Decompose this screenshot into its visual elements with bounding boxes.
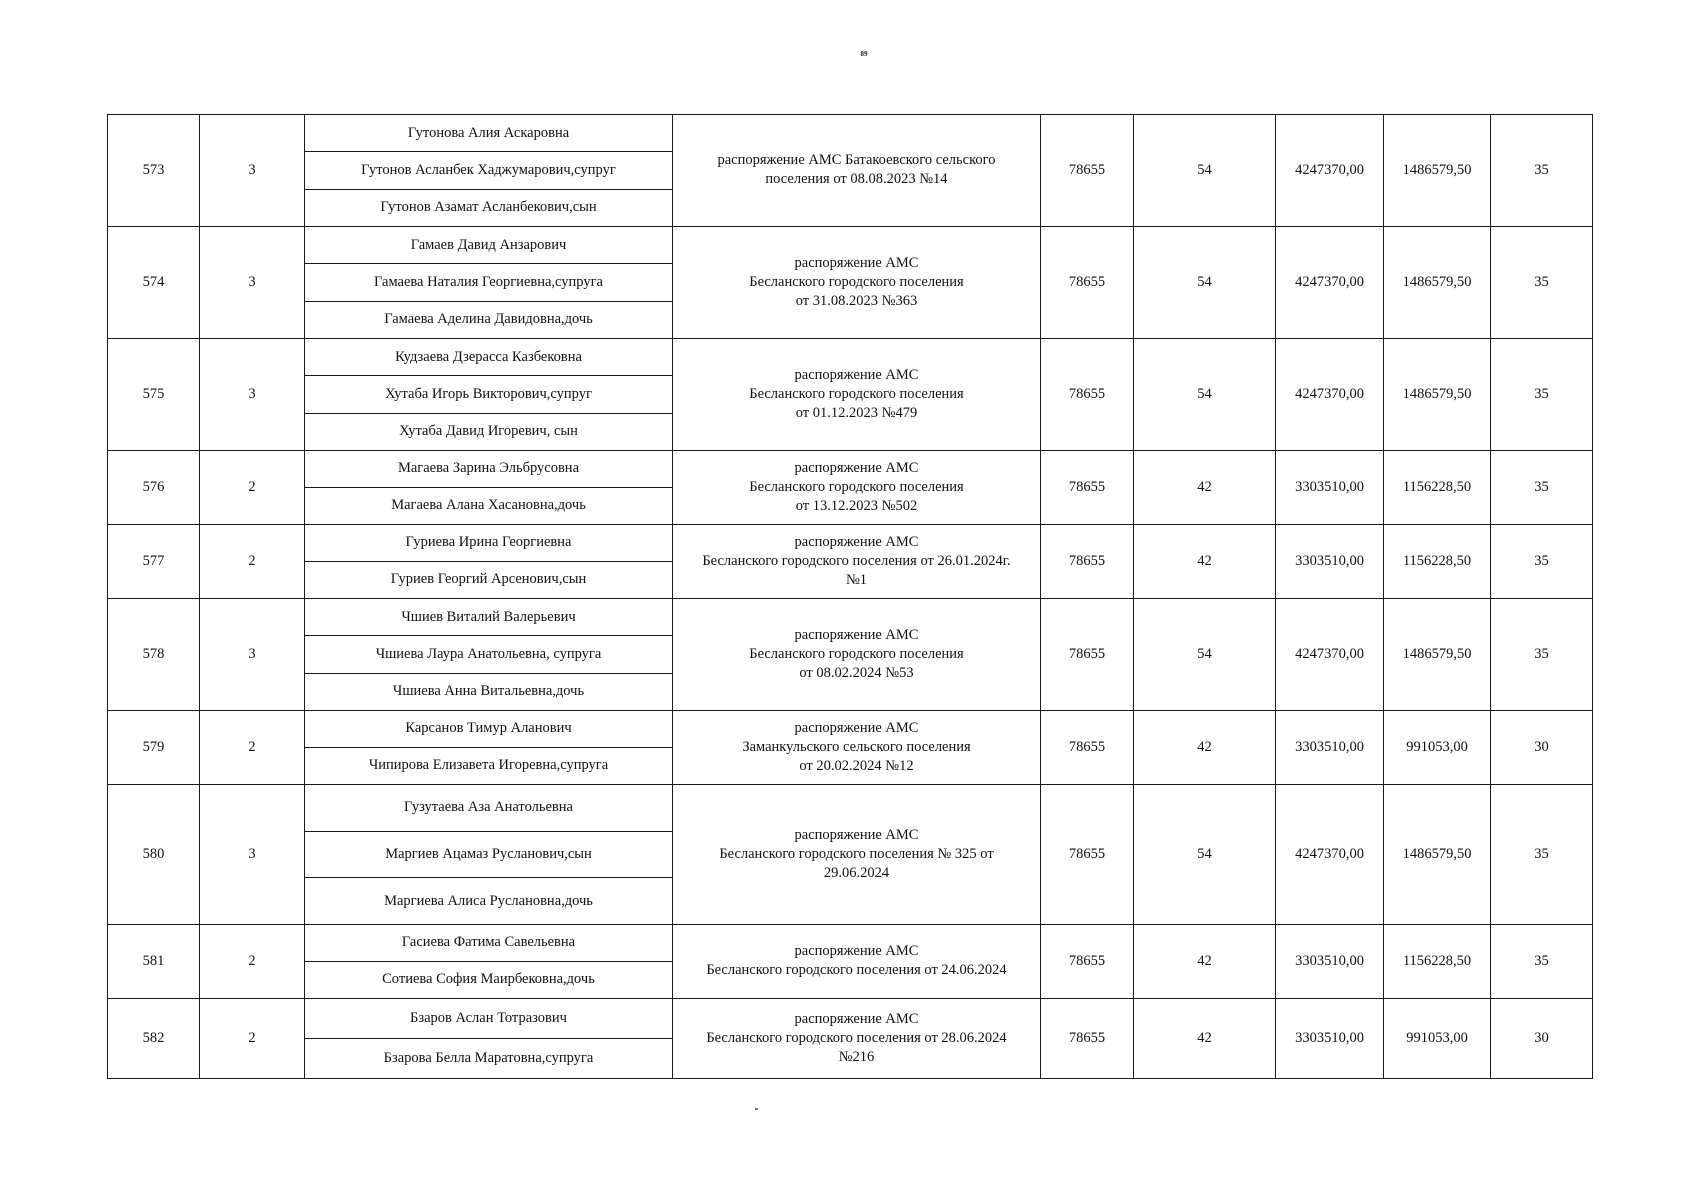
family-member: Гутонов Азамат Асланбекович,сын: [305, 189, 673, 226]
value-4: 1156228,50: [1384, 524, 1491, 598]
page-number: 89: [860, 50, 868, 58]
table-row: [108, 598, 1593, 635]
value-3: 4247370,00: [1276, 598, 1384, 710]
value-3: 3303510,00: [1276, 924, 1384, 998]
basis-document: распоряжение АМС Заманкульского сельского поселения от 20.02.2024 №12: [673, 710, 1041, 784]
value-2: 42: [1134, 450, 1276, 524]
value-1: 78655: [1041, 115, 1134, 227]
value-3: 3303510,00: [1276, 710, 1384, 784]
value-3: 3303510,00: [1276, 524, 1384, 598]
value-4: 1486579,50: [1384, 598, 1491, 710]
value-2: 42: [1134, 998, 1276, 1078]
table-row: [108, 524, 1593, 561]
value-5: 30: [1491, 998, 1593, 1078]
record-number: 577: [108, 524, 200, 598]
table-row: [108, 450, 1593, 487]
table-row: [108, 226, 1593, 263]
value-3: 3303510,00: [1276, 998, 1384, 1078]
record-number: 576: [108, 450, 200, 524]
table-row: [108, 998, 1593, 1038]
value-4: 991053,00: [1384, 710, 1491, 784]
family-member: Чипирова Елизавета Игоревна,супруга: [305, 747, 673, 784]
family-size: 2: [200, 450, 305, 524]
record-number: 581: [108, 924, 200, 998]
family-member: Гуриев Георгий Арсенович,сын: [305, 561, 673, 598]
value-1: 78655: [1041, 784, 1134, 924]
value-2: 54: [1134, 784, 1276, 924]
family-size: 3: [200, 338, 305, 450]
value-4: 1486579,50: [1384, 784, 1491, 924]
record-number: 574: [108, 226, 200, 338]
family-member: Чшиева Лаура Анатольевна, супруга: [305, 636, 673, 673]
record-number: 582: [108, 998, 200, 1078]
value-1: 78655: [1041, 450, 1134, 524]
value-4: 1156228,50: [1384, 450, 1491, 524]
value-2: 42: [1134, 710, 1276, 784]
basis-document: распоряжение АМС Бесланского городского поселения от 24.06.2024: [673, 924, 1041, 998]
basis-document: распоряжение АМС Батакоевского сельского поселения от 08.08.2023 №14: [673, 115, 1041, 227]
value-2: 54: [1134, 338, 1276, 450]
value-2: 54: [1134, 226, 1276, 338]
value-3: 4247370,00: [1276, 784, 1384, 924]
value-3: 3303510,00: [1276, 450, 1384, 524]
family-member: Чшиева Анна Витальевна,дочь: [305, 673, 673, 710]
table-row: [108, 924, 1593, 961]
value-1: 78655: [1041, 710, 1134, 784]
family-member: Хутаба Давид Игоревич, сын: [305, 413, 673, 450]
value-4: 1486579,50: [1384, 115, 1491, 227]
basis-document: распоряжение АМС Бесланского городского поселения от 08.02.2024 №53: [673, 598, 1041, 710]
value-5: 35: [1491, 784, 1593, 924]
value-2: 42: [1134, 524, 1276, 598]
family-member: Гамаев Давид Анзарович: [305, 226, 673, 263]
record-number: 580: [108, 784, 200, 924]
value-5: 35: [1491, 924, 1593, 998]
table-row: [108, 710, 1593, 747]
family-size: 3: [200, 115, 305, 227]
value-1: 78655: [1041, 226, 1134, 338]
record-number: 575: [108, 338, 200, 450]
family-member: Гамаева Наталия Георгиевна,супруга: [305, 264, 673, 301]
record-number: 579: [108, 710, 200, 784]
table-row: [108, 338, 1593, 375]
family-size: 3: [200, 598, 305, 710]
value-4: 1486579,50: [1384, 226, 1491, 338]
basis-document: распоряжение АМС Бесланского городского поселения № 325 от 29.06.2024: [673, 784, 1041, 924]
value-3: 4247370,00: [1276, 226, 1384, 338]
value-4: 1486579,50: [1384, 338, 1491, 450]
record-number: 573: [108, 115, 200, 227]
registry-table: [107, 114, 1593, 1079]
family-member: Гасиева Фатима Савельевна: [305, 924, 673, 961]
value-1: 78655: [1041, 998, 1134, 1078]
value-5: 35: [1491, 598, 1593, 710]
value-5: 35: [1491, 226, 1593, 338]
value-2: 42: [1134, 924, 1276, 998]
registry-body: [108, 115, 1593, 1079]
value-4: 991053,00: [1384, 998, 1491, 1078]
family-member: Кудзаева Дзерасса Казбековна: [305, 338, 673, 375]
value-1: 78655: [1041, 598, 1134, 710]
value-2: 54: [1134, 115, 1276, 227]
family-member: Гутонова Алия Аскаровна: [305, 115, 673, 152]
family-member: Чшиев Виталий Валерьевич: [305, 598, 673, 635]
family-member: Бзарова Белла Маратовна,супруга: [305, 1038, 673, 1078]
value-1: 78655: [1041, 924, 1134, 998]
family-size: 2: [200, 924, 305, 998]
value-1: 78655: [1041, 524, 1134, 598]
family-member: Хутаба Игорь Викторович,супруг: [305, 376, 673, 413]
family-member: Гутонов Асланбек Хаджумарович,супруг: [305, 152, 673, 189]
value-3: 4247370,00: [1276, 115, 1384, 227]
family-member: Гузутаева Аза Анатольевна: [305, 784, 673, 831]
family-member: Магаева Алана Хасановна,дочь: [305, 487, 673, 524]
value-5: 35: [1491, 450, 1593, 524]
value-1: 78655: [1041, 338, 1134, 450]
table-row: [108, 784, 1593, 831]
value-5: 30: [1491, 710, 1593, 784]
family-member: Маргиев Ацамаз Русланович,сын: [305, 831, 673, 878]
value-4: 1156228,50: [1384, 924, 1491, 998]
value-5: 35: [1491, 338, 1593, 450]
family-member: Гамаева Аделина Давидовна,дочь: [305, 301, 673, 338]
family-size: 3: [200, 784, 305, 924]
family-size: 3: [200, 226, 305, 338]
value-5: 35: [1491, 115, 1593, 227]
family-size: 2: [200, 710, 305, 784]
family-member: Маргиева Алиса Руслановна,дочь: [305, 878, 673, 925]
family-size: 2: [200, 998, 305, 1078]
value-3: 4247370,00: [1276, 338, 1384, 450]
table-row: [108, 115, 1593, 152]
value-5: 35: [1491, 524, 1593, 598]
record-number: 578: [108, 598, 200, 710]
basis-document: распоряжение АМС Бесланского городского поселения от 26.01.2024г. №1: [673, 524, 1041, 598]
scan-mark: [755, 1108, 758, 1110]
family-size: 2: [200, 524, 305, 598]
family-member: Бзаров Аслан Тотразович: [305, 998, 673, 1038]
family-member: Карсанов Тимур Аланович: [305, 710, 673, 747]
family-member: Магаева Зарина Эльбрусовна: [305, 450, 673, 487]
basis-document: распоряжение АМС Бесланского городского поселения от 31.08.2023 №363: [673, 226, 1041, 338]
family-member: Гуриева Ирина Георгиевна: [305, 524, 673, 561]
basis-document: распоряжение АМС Бесланского городского поселения от 01.12.2023 №479: [673, 338, 1041, 450]
basis-document: распоряжение АМС Бесланского городского поселения от 13.12.2023 №502: [673, 450, 1041, 524]
family-member: Сотиева София Маирбековна,дочь: [305, 961, 673, 998]
value-2: 54: [1134, 598, 1276, 710]
basis-document: распоряжение АМС Бесланского городского поселения от 28.06.2024 №216: [673, 998, 1041, 1078]
